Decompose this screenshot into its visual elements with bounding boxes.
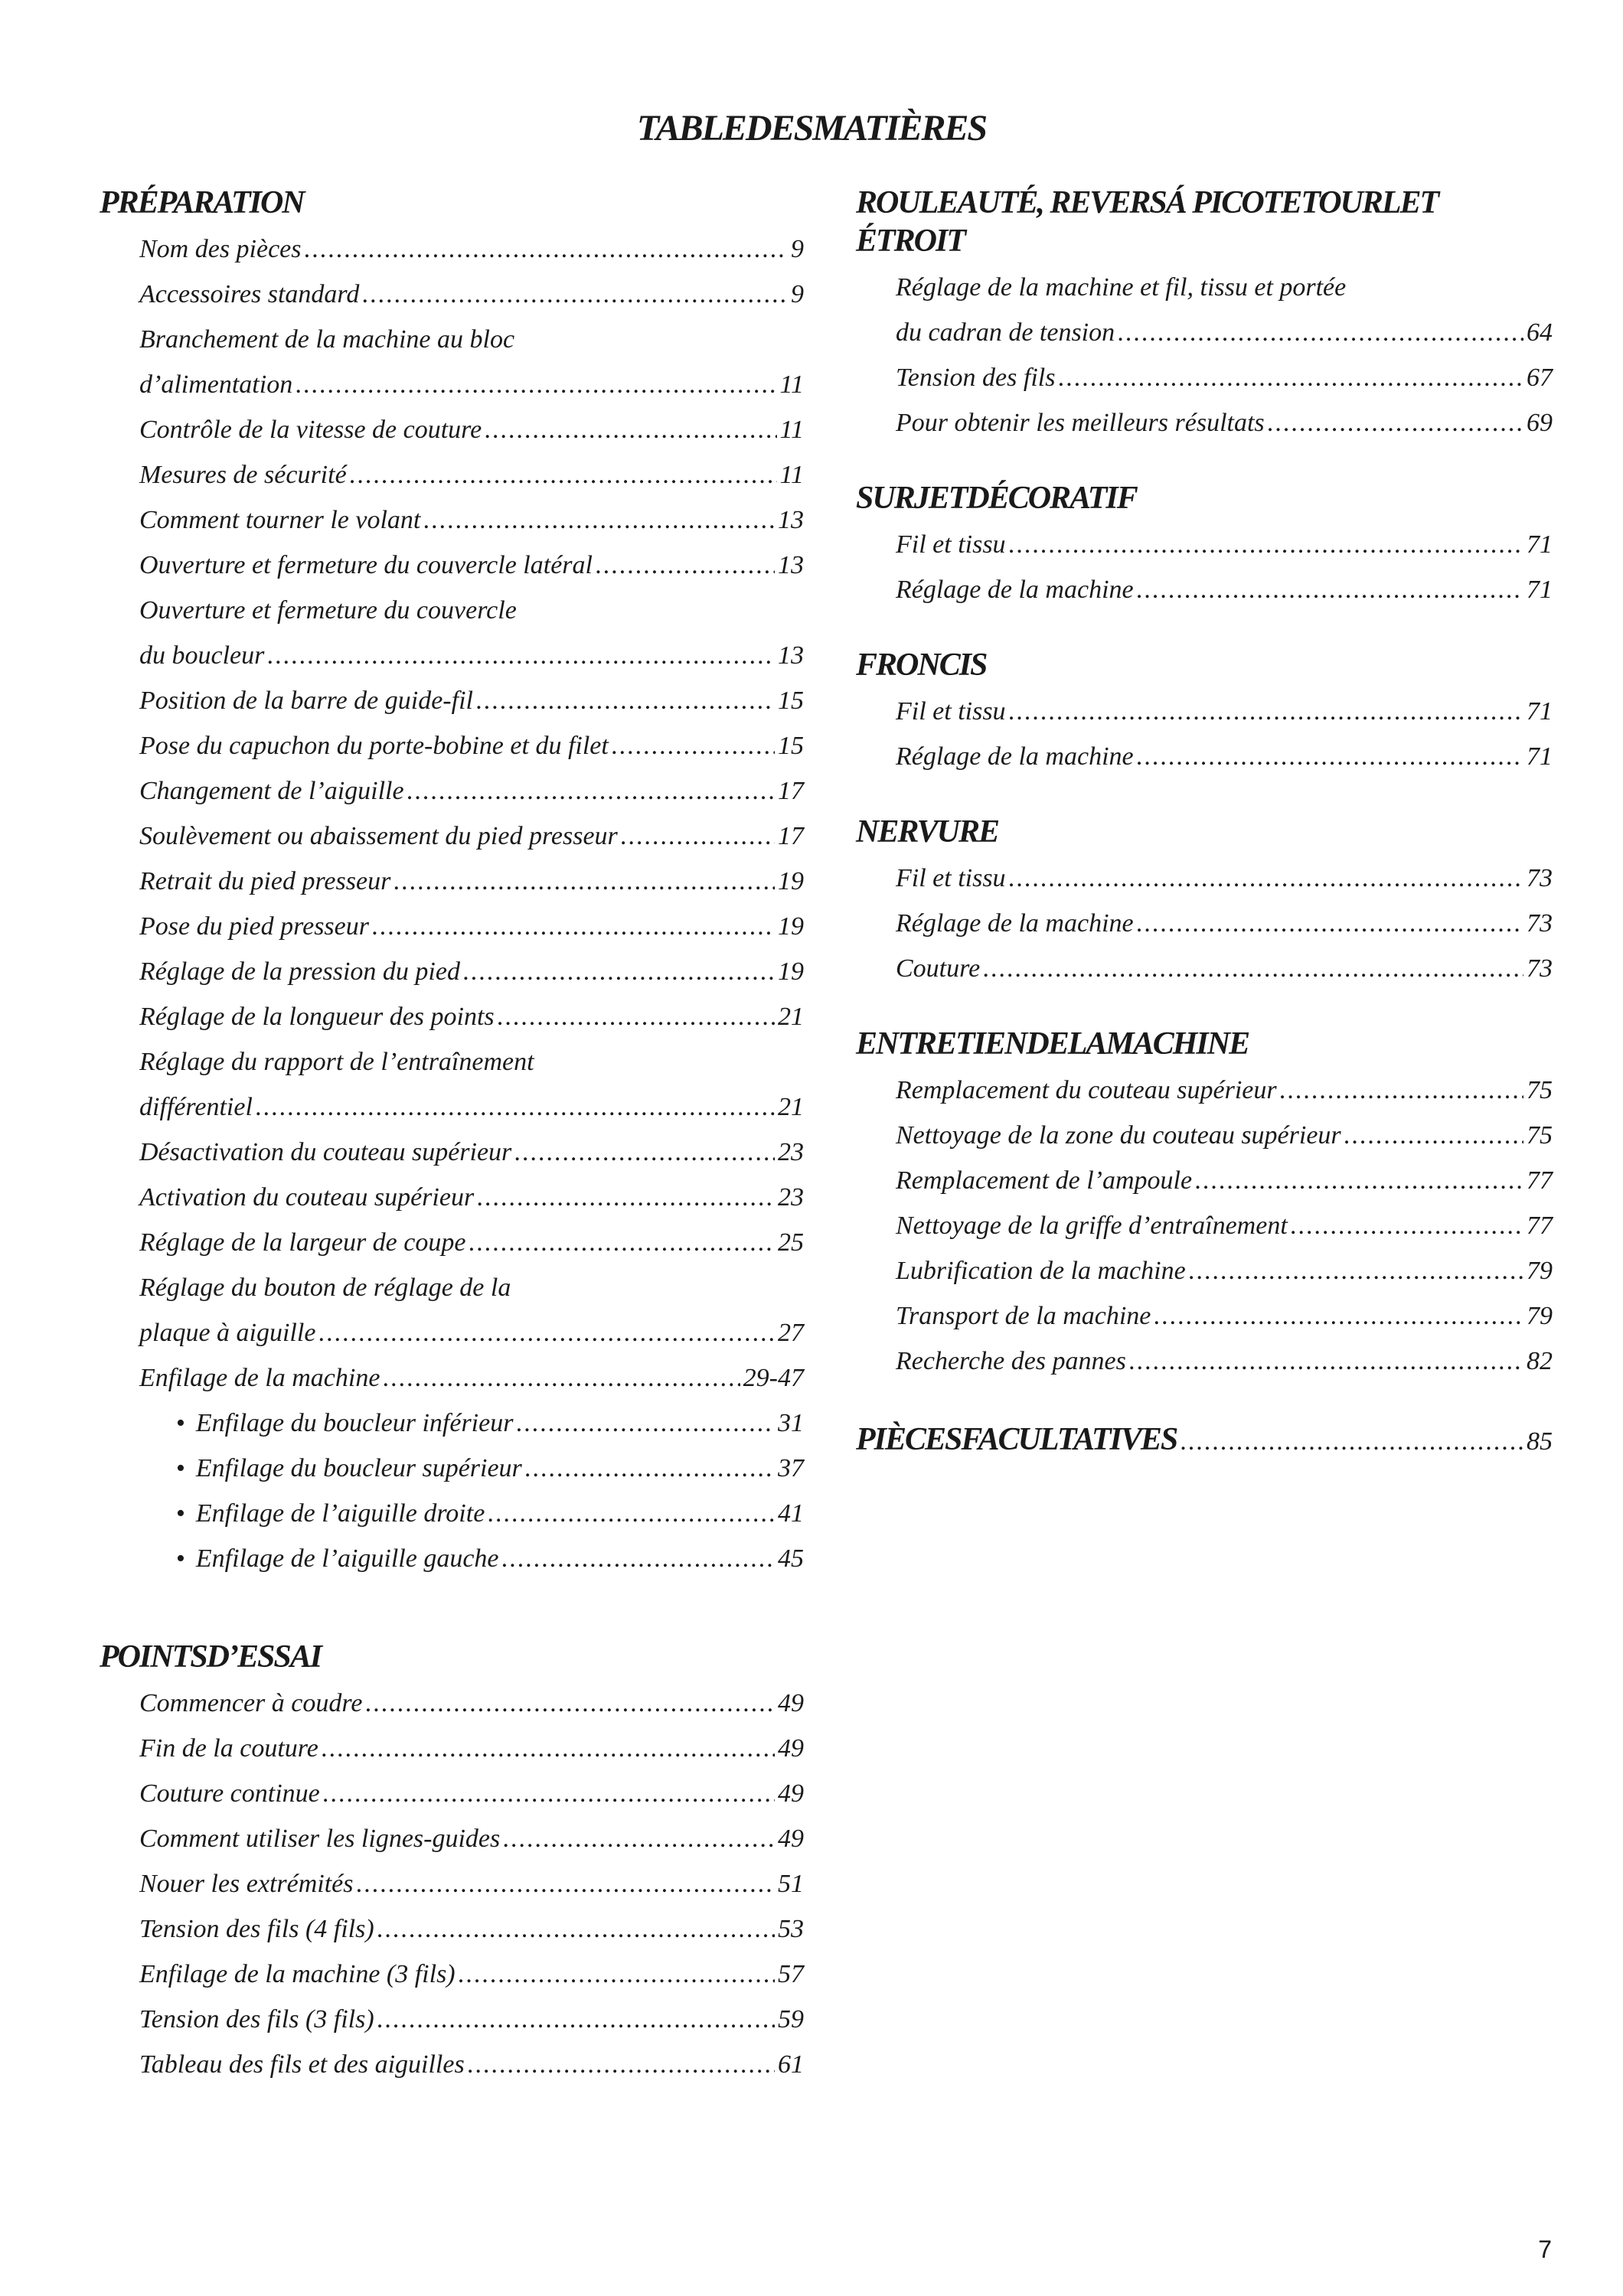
section-preparation <box>100 184 804 1581</box>
toc-entry[interactable]: Accessoires standard ..... 9 <box>139 272 804 317</box>
dot-leader <box>1268 400 1523 445</box>
page-ref: 71 <box>1527 530 1553 559</box>
dot-leader <box>372 904 775 949</box>
dot-leader <box>1137 567 1523 612</box>
toc-entry[interactable]: Lubrification de la machine ..... 79 <box>896 1248 1553 1293</box>
page-ref: 13 <box>778 506 804 534</box>
page-ref: 49 <box>778 1689 804 1717</box>
dot-leader <box>1009 689 1523 734</box>
dot-leader <box>365 1681 775 1726</box>
page-ref: 9 <box>791 235 804 263</box>
dot-leader <box>1137 901 1523 946</box>
toc-entry[interactable]: Retrait du pied presseur ..... 19 <box>139 859 804 904</box>
page-ref: 49 <box>778 1779 804 1808</box>
dot-leader <box>318 1310 775 1355</box>
page-ref: 79 <box>1527 1257 1553 1285</box>
toc-entry-line[interactable]: Réglage de la machine et fil, tissu et portée <box>896 273 1347 302</box>
page-ref: 49 <box>778 1734 804 1763</box>
section-heading: NERVURE <box>856 814 998 850</box>
dot-leader <box>1137 734 1523 779</box>
toc-sub-entry[interactable]: • Enfilage de l’aiguille droite ..... 41 <box>176 1491 804 1536</box>
page-ref: 19 <box>778 957 804 986</box>
page-ref: 23 <box>778 1183 804 1212</box>
toc-entry[interactable]: Tension des fils (4 fils) ..... 53 <box>139 1906 804 1952</box>
dot-leader <box>1129 1339 1523 1384</box>
dot-leader <box>423 497 775 543</box>
toc-entry[interactable]: Comment tourner le volant ..... 13 <box>139 497 804 543</box>
dot-leader <box>596 543 775 588</box>
dot-leader <box>459 1952 775 1997</box>
bullet-icon: • <box>176 1454 185 1482</box>
dot-leader <box>305 227 788 272</box>
dot-leader <box>377 1997 775 2042</box>
section-heading: PRÉPARATION <box>100 185 304 220</box>
dot-leader <box>503 1816 775 1861</box>
bullet-icon: • <box>176 1544 185 1573</box>
page-number: 7 <box>1538 2236 1552 2263</box>
page-ref: 73 <box>1527 954 1553 983</box>
dot-leader <box>1291 1203 1523 1248</box>
toc-entry[interactable]: Position de la barre de guide-fil ..... 15 <box>139 678 804 723</box>
page-ref: 53 <box>778 1915 804 1943</box>
toc-entry[interactable]: Réglage de la longueur des points ..... 21 <box>139 994 804 1039</box>
toc-entry[interactable]: Remplacement du couteau supérieur ..... 75 <box>896 1068 1553 1113</box>
page-ref: 51 <box>778 1870 804 1898</box>
page-ref: 13 <box>778 551 804 579</box>
dot-leader <box>1009 856 1523 901</box>
toc-entry-line[interactable]: Réglage du bouton de réglage de la <box>139 1274 511 1302</box>
section-heading: POINTSD’ESSAI <box>100 1639 322 1675</box>
page-ref: 71 <box>1527 742 1553 771</box>
dot-leader <box>502 1536 775 1581</box>
section-surjet <box>856 479 1553 612</box>
page-ref: 57 <box>778 1960 804 1988</box>
toc-entry-line[interactable]: Ouverture et fermeture du couvercle <box>139 596 517 625</box>
dot-leader <box>476 678 775 723</box>
toc-entry[interactable]: Comment utiliser les lignes-guides ..... 49 <box>139 1816 804 1861</box>
dot-leader <box>612 723 775 768</box>
toc-entry[interactable]: Recherche des pannes ..... 82 <box>896 1339 1553 1384</box>
dot-leader <box>621 814 775 859</box>
toc-entry-line[interactable]: Réglage du rapport de l’entraînement <box>139 1048 534 1076</box>
dot-leader <box>407 768 775 814</box>
toc-entry[interactable]: Fin de la couture ..... 49 <box>139 1726 804 1771</box>
section-pieces-facultatives <box>856 1417 1553 1464</box>
dot-leader <box>1009 522 1523 567</box>
dot-leader <box>1189 1248 1523 1293</box>
page-ref: 9 <box>791 280 804 308</box>
dot-leader <box>498 994 775 1039</box>
toc-entry[interactable]: Réglage de la machine ..... 71 <box>896 567 1553 612</box>
dot-leader <box>296 362 776 407</box>
toc-entry[interactable]: Réglage de la largeur de coupe ..... 25 <box>139 1220 804 1265</box>
dot-leader <box>463 949 775 994</box>
bullet-icon: • <box>176 1409 185 1437</box>
toc-entry[interactable]: Couture continue ..... 49 <box>139 1771 804 1816</box>
page-ref: 45 <box>778 1544 804 1573</box>
page-ref: 17 <box>778 822 804 850</box>
dot-leader <box>1344 1113 1523 1158</box>
section-heading-line: ROULEAUTÉ, REVERSÁ PICOTETOURLET <box>856 185 1438 220</box>
page-ref: 21 <box>778 1003 804 1031</box>
page-ref: 41 <box>778 1499 804 1528</box>
toc-entry[interactable]: Nouer les extrémités ..... 51 <box>139 1861 804 1906</box>
dot-leader <box>1118 310 1523 355</box>
page-ref: 27 <box>778 1319 804 1347</box>
page-ref: 21 <box>778 1093 804 1121</box>
toc-entry[interactable]: Commencer à coudre ..... 49 <box>139 1681 804 1726</box>
toc-entry[interactable]: Fil et tissu ..... 73 <box>896 856 1553 901</box>
toc-entry[interactable]: Contrôle de la vitesse de couture ..... 11 <box>139 407 804 452</box>
page-ref: 73 <box>1527 864 1553 892</box>
toc-entry[interactable]: Réglage de la machine ..... 73 <box>896 901 1553 946</box>
section-nervure <box>856 813 1553 991</box>
section-heading <box>856 184 1553 260</box>
toc-entry[interactable]: Nettoyage de la zone du couteau supérieur ..... 75 <box>896 1113 1553 1158</box>
toc-entry-line[interactable]: Branchement de la machine au bloc <box>139 325 515 354</box>
toc-entry[interactable]: Changement de l’aiguille ..... 17 <box>139 768 804 814</box>
section-entretien <box>856 1025 1553 1384</box>
toc-sub-entry[interactable]: • Enfilage du boucleur inférieur ..... 31 <box>176 1401 804 1446</box>
dot-leader <box>362 272 788 317</box>
section-heading: ENTRETIENDELAMACHINE <box>856 1026 1249 1062</box>
toc-entry[interactable]: différentiel ..... 21 <box>139 1084 804 1130</box>
dot-leader <box>1058 355 1523 400</box>
dot-leader <box>1180 1419 1523 1464</box>
dot-leader <box>357 1861 776 1906</box>
toc-entry[interactable]: Pour obtenir les meilleurs résultats ..... 69 <box>896 400 1553 445</box>
page-ref: 82 <box>1527 1347 1553 1375</box>
toc-entry[interactable]: Soulèvement ou abaissement du pied presseur ..... 17 <box>139 814 804 859</box>
dot-leader <box>383 1355 740 1401</box>
section-points-essai <box>100 1638 804 2087</box>
toc-entry[interactable]: Activation du couteau supérieur ..... 23 <box>139 1175 804 1220</box>
section-froncis <box>856 646 1553 779</box>
dot-leader <box>485 407 776 452</box>
toc-entry[interactable]: Tension des fils ..... 67 <box>896 355 1553 400</box>
page-ref: 31 <box>778 1409 804 1437</box>
page-ref: 79 <box>1527 1302 1553 1330</box>
toc-left-column <box>100 184 804 2121</box>
page-ref: 15 <box>778 732 804 760</box>
page-ref: 77 <box>1527 1212 1553 1240</box>
toc-entry[interactable]: du cadran de tension ..... 64 <box>896 310 1553 355</box>
page-ref: 69 <box>1527 409 1553 437</box>
page-ref: 15 <box>778 687 804 715</box>
page-ref: 19 <box>778 867 804 895</box>
toc-entry[interactable]: Réglage de la machine ..... 71 <box>896 734 1553 779</box>
toc-entry[interactable]: Enfilage de la machine ..... 29-47 <box>139 1355 804 1401</box>
page-ref: 17 <box>778 777 804 805</box>
toc-entry[interactable]: Fil et tissu ..... 71 <box>896 689 1553 734</box>
toc-entry[interactable]: Désactivation du couteau supérieur ..... 23 <box>139 1130 804 1175</box>
dot-leader <box>514 1130 775 1175</box>
page-ref: 23 <box>778 1138 804 1166</box>
toc-entry[interactable]: Nom des pièces ..... 9 <box>139 227 804 272</box>
page-ref: 11 <box>779 461 804 489</box>
dot-leader <box>350 452 777 497</box>
section-rouleaute <box>856 184 1553 445</box>
toc-entry[interactable]: du boucleur ..... 13 <box>139 633 804 678</box>
dot-leader <box>983 946 1523 991</box>
page-ref: 59 <box>778 2005 804 2033</box>
toc-entry[interactable]: Tension des fils (3 fils) ..... 59 <box>139 1997 804 2042</box>
toc-entry[interactable]: Couture ..... 73 <box>896 946 1553 991</box>
page-ref: 71 <box>1527 576 1553 604</box>
dot-leader <box>477 1175 775 1220</box>
dot-leader <box>468 2042 775 2087</box>
page-ref: 49 <box>778 1825 804 1853</box>
toc-entry[interactable]: plaque à aiguille ..... 27 <box>139 1310 804 1355</box>
dot-leader <box>1280 1068 1523 1113</box>
page-ref: 61 <box>778 2050 804 2079</box>
dot-leader <box>516 1401 775 1446</box>
page-ref: 29-47 <box>743 1364 804 1392</box>
dot-leader <box>256 1084 775 1130</box>
page-ref: 75 <box>1527 1076 1553 1104</box>
toc-entry[interactable]: Transport de la machine ..... 79 <box>896 1293 1553 1339</box>
page-ref: 77 <box>1527 1166 1553 1195</box>
page-ref: 71 <box>1527 697 1553 726</box>
toc-entry[interactable]: Tableau des fils et des aiguilles ..... 61 <box>139 2042 804 2087</box>
dot-leader <box>322 1726 775 1771</box>
page-ref: 85 <box>1527 1427 1553 1456</box>
toc-heading-entry[interactable] <box>856 1417 1553 1464</box>
section-heading: SURJETDÉCORATIF <box>856 481 1137 516</box>
page-ref: 13 <box>778 641 804 670</box>
toc-entry[interactable]: Ouverture et fermeture du couvercle latéral ..... 13 <box>139 543 804 588</box>
toc-entry[interactable]: d’alimentation ..... 11 <box>139 362 804 407</box>
page-ref: 64 <box>1527 318 1553 347</box>
page-ref: 19 <box>778 912 804 941</box>
page-ref: 25 <box>778 1228 804 1257</box>
toc-entry[interactable]: Enfilage de la machine (3 fils) ..... 57 <box>139 1952 804 1997</box>
toc-entry[interactable]: Nettoyage de la griffe d’entraînement ..... 77 <box>896 1203 1553 1248</box>
page-ref: 11 <box>779 370 804 399</box>
dot-leader <box>1154 1293 1523 1339</box>
page-ref: 11 <box>779 416 804 444</box>
toc-entry[interactable]: Pose du capuchon du porte-bobine et du filet ..... 15 <box>139 723 804 768</box>
dot-leader <box>1195 1158 1523 1203</box>
section-heading-line: ÉTROIT <box>856 223 965 259</box>
toc-entry[interactable]: Remplacement de l’ampoule ..... 77 <box>896 1158 1553 1203</box>
toc-right-column <box>856 184 1553 1498</box>
toc-entry[interactable]: Mesures de sécurité ..... 11 <box>139 452 804 497</box>
toc-sub-entry[interactable]: • Enfilage de l’aiguille gauche ..... 45 <box>176 1536 804 1581</box>
toc-entry[interactable]: Fil et tissu ..... 71 <box>896 522 1553 567</box>
dot-leader <box>267 633 775 678</box>
page-ref: 73 <box>1527 909 1553 938</box>
dot-leader <box>488 1491 775 1536</box>
document-title: TABLEDESMATIÈRES <box>636 108 987 148</box>
toc-sub-entry[interactable]: • Enfilage du boucleur supérieur ..... 37 <box>176 1446 804 1491</box>
dot-leader <box>323 1771 775 1816</box>
section-heading: FRONCIS <box>856 647 987 683</box>
page-ref: 75 <box>1527 1121 1553 1150</box>
page-ref: 67 <box>1527 364 1553 392</box>
dot-leader <box>377 1906 775 1952</box>
dot-leader <box>394 859 775 904</box>
toc-entry[interactable]: Réglage de la pression du pied ..... 19 <box>139 949 804 994</box>
toc-entry[interactable]: Pose du pied presseur ..... 19 <box>139 904 804 949</box>
bullet-icon: • <box>176 1499 185 1528</box>
page-ref: 37 <box>778 1454 804 1482</box>
section-heading: PIÈCESFACULTATIVES <box>856 1422 1177 1457</box>
dot-leader <box>525 1446 775 1491</box>
dot-leader <box>469 1220 775 1265</box>
